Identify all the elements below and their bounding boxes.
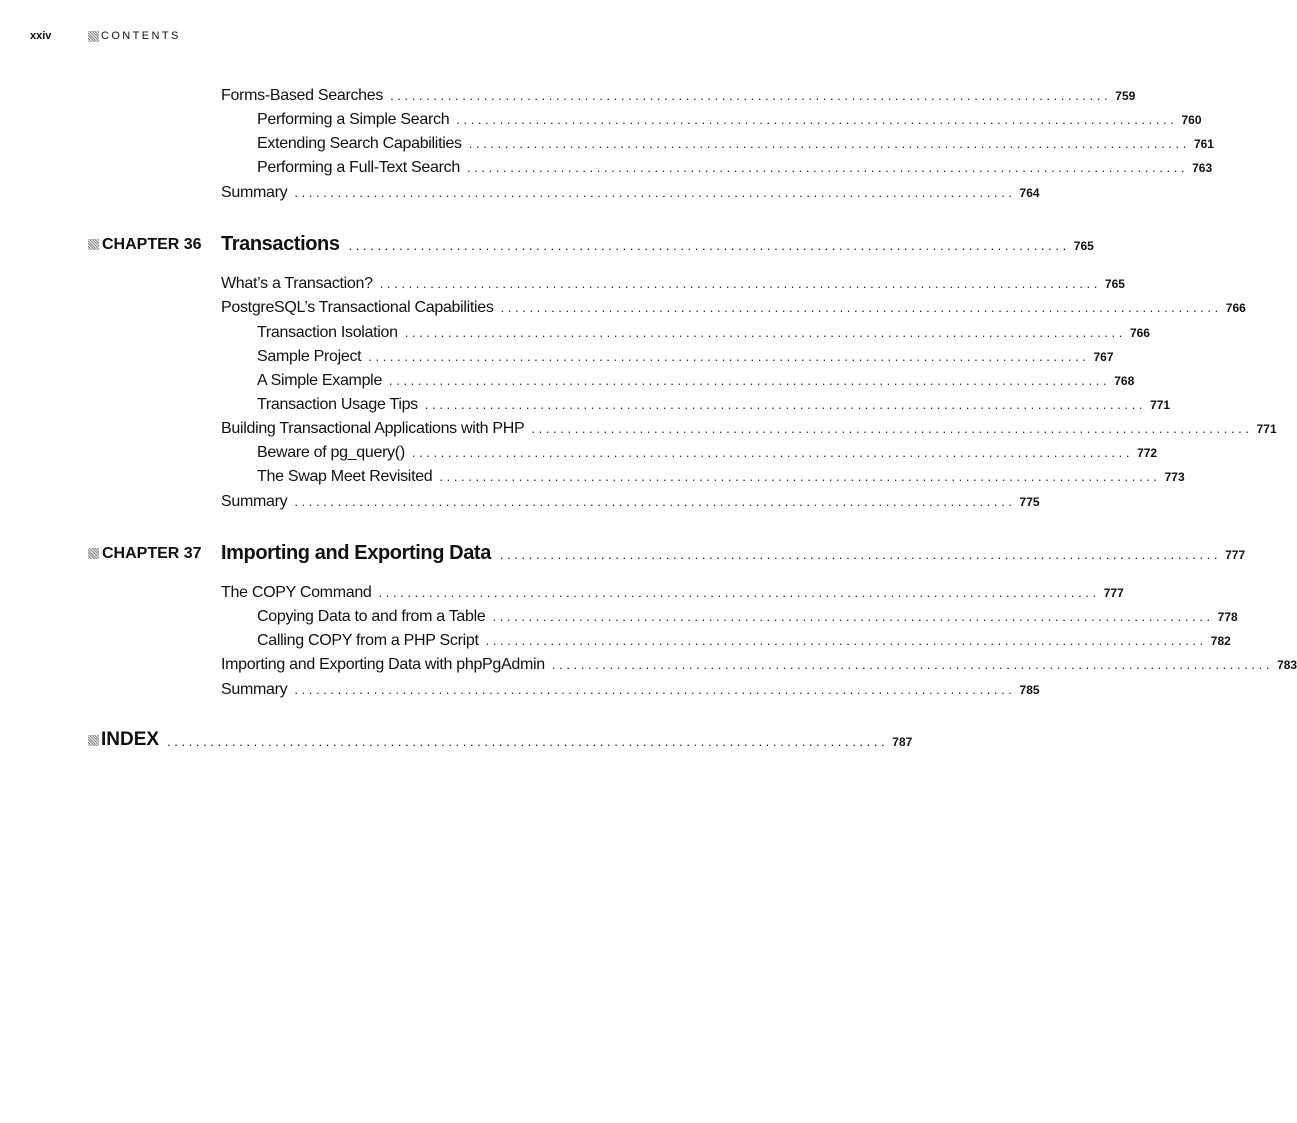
toc-entry-label: Forms-Based Searches	[221, 87, 384, 104]
toc-entry[interactable]	[221, 681, 1040, 699]
index-label: INDEX	[101, 729, 160, 750]
toc-entry-label: Performing a Full-Text Search	[257, 159, 460, 176]
toc-entry-page: 772	[1137, 446, 1158, 460]
leader-dots: ....................................................................................................	[456, 112, 1178, 127]
toc-subentry[interactable]	[257, 372, 1135, 390]
leader-dots: ....................................................................................................	[404, 325, 1126, 340]
running-title: CONTENTS	[101, 30, 181, 42]
index-entry[interactable]	[88, 729, 913, 751]
index-heading	[88, 729, 159, 751]
toc-entry[interactable]	[221, 184, 1040, 202]
toc-entry-label: Summary	[221, 681, 288, 698]
toc-subentry[interactable]	[257, 444, 1158, 462]
leader-dots: ....................................................................................................	[499, 547, 1222, 562]
toc-entry-page: 782	[1210, 634, 1231, 648]
toc-entry-label: Building Transactional Applications with PHP	[221, 420, 525, 437]
toc-entry-page: 775	[1019, 495, 1040, 509]
toc-entry-page: 766	[1129, 326, 1150, 340]
toc-entry-label: Summary	[221, 493, 288, 510]
toc-entry-page: 767	[1093, 350, 1114, 364]
toc-subentry[interactable]	[257, 396, 1171, 414]
leader-dots: ....................................................................................................	[500, 300, 1222, 315]
leader-dots: ....................................................................................................	[348, 238, 1070, 253]
chapter-tag	[88, 545, 221, 563]
toc-entry-label: Beware of pg_query()	[257, 444, 405, 461]
toc-entry-label: Performing a Simple Search	[257, 111, 450, 128]
toc-entry[interactable]	[221, 87, 1136, 105]
toc-entry[interactable]	[221, 299, 1246, 317]
toc-entry-label: Summary	[221, 184, 288, 201]
leader-dots: ....................................................................................................	[485, 633, 1207, 648]
leader-dots: ....................................................................................................	[294, 494, 1016, 509]
toc-entry-label: Sample Project	[257, 348, 362, 365]
toc-entry-page: 766	[1225, 301, 1246, 315]
leader-dots: ....................................................................................................	[167, 733, 889, 749]
toc-entry-page: 764	[1019, 186, 1040, 200]
toc-entry-page: 759	[1115, 89, 1136, 103]
leader-dots: ....................................................................................................	[390, 88, 1112, 103]
leader-dots: ....................................................................................................	[551, 657, 1274, 672]
toc-entry-label: PostgreSQL’s Transactional Capabilities	[221, 299, 494, 316]
leader-dots: ....................................................................................................	[294, 682, 1016, 697]
toc-entry[interactable]	[221, 275, 1125, 293]
section-marker-icon	[88, 31, 99, 42]
page-number: xxiv	[30, 30, 52, 42]
toc-subentry[interactable]	[257, 608, 1238, 626]
toc-subentry[interactable]	[257, 159, 1213, 177]
leader-dots: ....................................................................................................	[439, 469, 1161, 484]
index-marker-icon	[88, 735, 99, 746]
leader-dots: ....................................................................................................	[424, 397, 1147, 412]
toc-entry-label: The COPY Command	[221, 584, 372, 601]
toc-entry-label: Calling COPY from a PHP Script	[257, 632, 479, 649]
toc-entry-label: Transaction Usage Tips	[257, 396, 418, 413]
leader-dots: ....................................................................................................	[411, 445, 1134, 460]
toc-entry-label: The Swap Meet Revisited	[257, 468, 433, 485]
leader-dots: ....................................................................................................	[492, 609, 1214, 624]
chapter-number: CHAPTER 36	[102, 235, 202, 253]
leader-dots: ....................................................................................................	[378, 585, 1100, 600]
leader-dots: ....................................................................................................	[531, 421, 1253, 436]
toc-subentry[interactable]	[257, 135, 1214, 153]
toc-subentry[interactable]	[257, 468, 1185, 486]
toc-entry-label: What’s a Transaction?	[221, 275, 373, 292]
chapter-marker-icon	[88, 548, 99, 559]
chapter-title: Importing and Exporting Data	[221, 542, 491, 564]
toc-entry[interactable]	[221, 584, 1124, 602]
chapter-tag	[88, 236, 221, 254]
toc-entry-label: A Simple Example	[257, 372, 383, 389]
leader-dots: ....................................................................................................	[368, 349, 1090, 364]
chapter-title: Transactions	[221, 233, 340, 255]
toc-subentry[interactable]	[257, 348, 1114, 366]
toc-entry-page: 761	[1193, 137, 1214, 151]
toc-entry-page: 763	[1192, 161, 1213, 175]
chapter-36-heading[interactable]	[88, 233, 1094, 256]
toc-entry-page: 771	[1150, 398, 1171, 412]
toc-entry-label: Extending Search Capabilities	[257, 135, 462, 152]
toc-subentry[interactable]	[257, 324, 1150, 342]
leader-dots: ....................................................................................................	[294, 185, 1016, 200]
toc-entry-page: 783	[1277, 658, 1297, 672]
leader-dots: ....................................................................................................	[389, 373, 1111, 388]
toc-entry[interactable]	[221, 656, 1297, 674]
toc-entry-page: 771	[1256, 422, 1277, 436]
toc-entry-label: Copying Data to and from a Table	[257, 608, 486, 625]
toc-entry-page: 777	[1103, 586, 1124, 600]
chapter-number: CHAPTER 37	[102, 544, 202, 562]
chapter-page: 777	[1225, 548, 1246, 562]
toc-subentry[interactable]	[257, 632, 1231, 650]
leader-dots: ....................................................................................................	[379, 276, 1101, 291]
toc-entry[interactable]	[221, 420, 1277, 438]
toc-entry-page: 768	[1114, 374, 1135, 388]
leader-dots: ....................................................................................................	[468, 136, 1190, 151]
chapter-marker-icon	[88, 239, 99, 250]
index-page: 787	[892, 734, 913, 749]
toc-subentry[interactable]	[257, 111, 1202, 129]
chapter-page: 765	[1073, 239, 1094, 253]
toc-entry-label: Importing and Exporting Data with phpPgAdmin	[221, 656, 545, 673]
toc-entry-page: 785	[1019, 683, 1040, 697]
toc-entry-page: 773	[1164, 470, 1185, 484]
toc-entry-page: 765	[1104, 277, 1125, 291]
toc-entry[interactable]	[221, 493, 1040, 511]
toc-entry-page: 760	[1181, 113, 1202, 127]
toc-entry-page: 778	[1217, 610, 1238, 624]
chapter-37-heading[interactable]	[88, 542, 1246, 565]
running-head	[30, 28, 181, 44]
toc-entry-label: Transaction Isolation	[257, 324, 398, 341]
leader-dots: ....................................................................................................	[466, 160, 1189, 175]
